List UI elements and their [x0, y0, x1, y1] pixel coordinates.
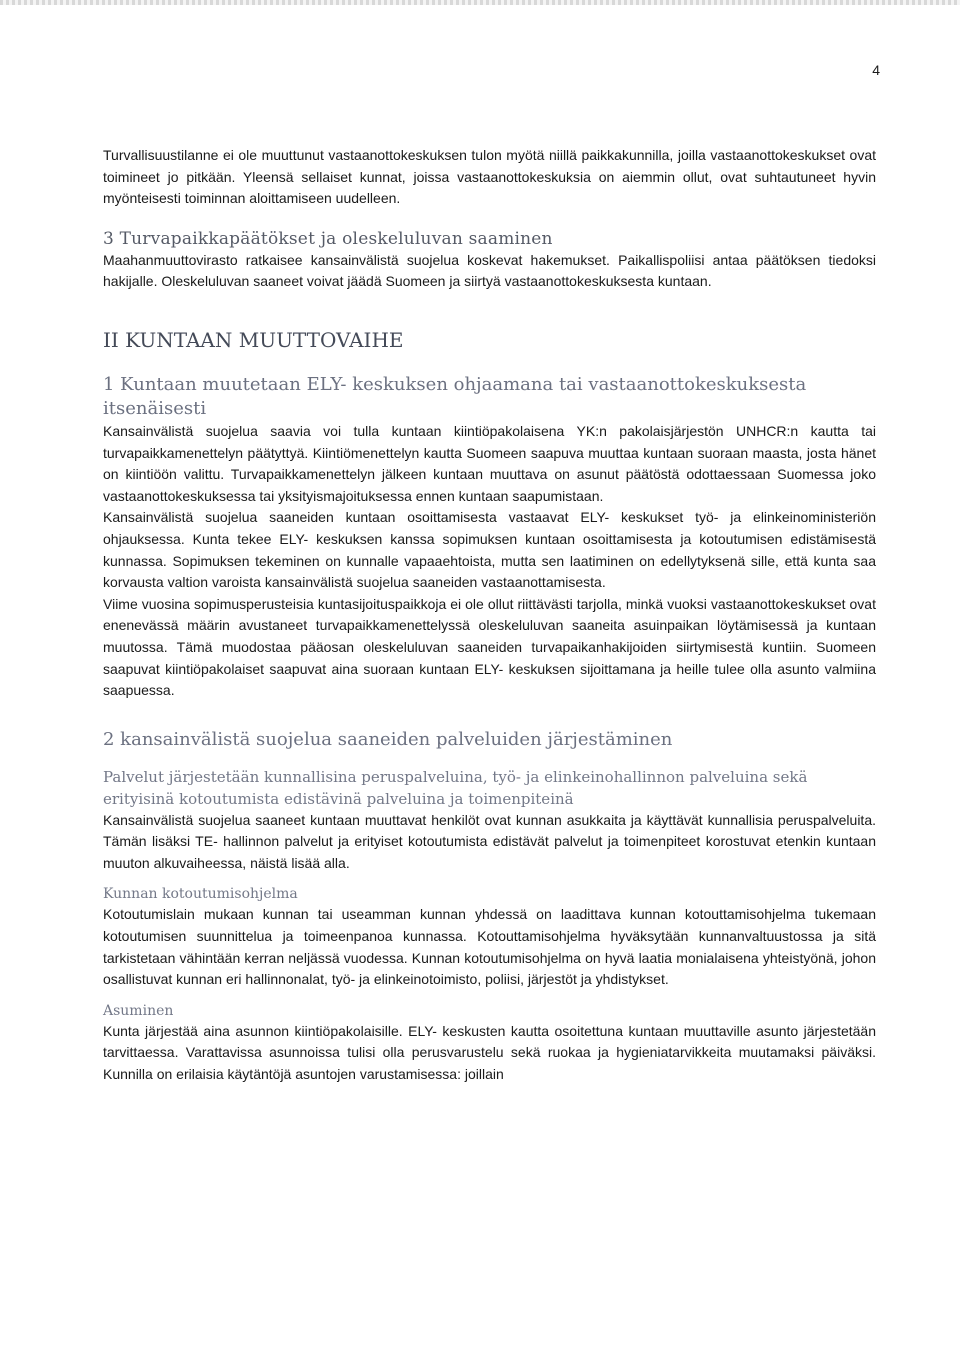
paragraph-placement-shortage: Viime vuosina sopimusperusteisia kuntasijoituspaikkoja ei ole ollut riittävästi tarjolla, minkä vuoksi vastaanottokeskukset ovat enenevässä määrin avustaneet turvapaikkamenettelyssä oleskeluluvan saaneita asuinpaikan löytämisessä ja kuntaan muutossa. Tämä muodostaa pääosan oleskeluluvan saaneiden turvapaikanhakijoiden siirtymisestä kuntiin. Suomeen saapuvat kiintiöpakolaiset saapuvat aina suoraan kuntaan ELY- keskuksen sijoittamana ja heille tulee olla asunto valmiina saapuessa. [103, 595, 876, 699]
heading-asylum-decisions: 3 Turvapaikkapäätökset ja oleskeluluvan saaminen [103, 228, 553, 249]
document-body [103, 145, 876, 1086]
paragraph-integration-programme: Kotoutumislain mukaan kunnan tai useamman kunnan yhdessä on laadittava kunnan kotouttamisohjelma tukemaan kotoutumisen suunnittelua ja toimeenpanoa kunnassa. Kotouttamisohjelma hyväksytään kunnanvaltuustossa ja sitä tarkistetaan vähintään kerran neljässä vuodessa. Kunnan kotoutumisohjelma on hyvä laatia monialaisena yhteistyönä, johon osallistuvat kunnan eri hallinnonalat, työ- ja elinkeinotoimisto, poliisi, järjestöt ja yhdistykset. [103, 906, 876, 988]
subheading-services-provided: Palvelut järjestetään kunnallisina peruspalveluina, työ- ja elinkeinohallinnon palveluina sekä erityisinä kotoutumista edistävinä palveluina ja toimenpiteinä [103, 767, 808, 808]
paragraph-migri-decisions: Maahanmuuttovirasto ratkaisee kansainvälistä suojelua koskevat hakemukset. Paikallispoliisi antaa päätöksen tiedoksi hakijalle. Oleskeluluvan saaneet voivat jäädä Suomeen ja siirtyä vastaanottokeskuksesta kuntaan. [103, 251, 876, 290]
paragraph-housing: Kunta järjestää aina asunnon kiintiöpakolaisille. ELY- keskusten kautta osoitettuna kuntaan muuttaville asunto järjestetään tarvittaessa. Varattavissa asunnoissa tulisi olla perusvarustelu sekä ruokaa ja hygieniatarvikkeita muutamaksi päiväksi. Kunnilla on erilaisia käytäntöjä asuntojen varustamisessa: joillain [103, 1022, 876, 1083]
page-number: 4 [872, 62, 880, 78]
heading-moving-to-municipality: 1 Kuntaan muutetaan ELY- keskuksen ohjaamana tai vastaanottokeskuksesta itsenäisesti [103, 373, 807, 419]
paragraph-ely-centres: Kansainvälistä suojelua saaneiden kuntaan osoittamisesta vastaavat ELY- keskukset työ- ja elinkeinoministeriön ohjauksessa. Kunta tekee ELY- keskuksen kanssa sopimuksen kuntaan osoittamisesta ja kotoutumisen edistämisestä kunnassa. Sopimuksen tekeminen on kunnalle vapaaehtoista, mutta sen laatiminen on edellytyksenä sille, että kunta saa korvausta valtion varoista kansainvälistä suojelua saaneiden vastaanottamisesta. [103, 509, 876, 591]
subheading-integration-programme: Kunnan kotoutumisohjelma [103, 886, 298, 903]
subheading-housing: Asuminen [103, 1002, 174, 1019]
heading-organising-services: 2 kansainvälistä suojelua saaneiden palveluiden järjestäminen [103, 728, 673, 750]
heading-part-two: II KUNTAAN MUUTTOVAIHE [103, 327, 404, 352]
scan-top-edge [0, 0, 960, 5]
paragraph-quota-refugees: Kansainvälistä suojelua saavia voi tulla kuntaan kiintiöpakolaisena YK:n pakolaisjärjestön UNHCR:n kautta tai turvapaikkamenettelyn päätyttyä. Kiintiömenettelyn kautta Suomeen saapuva muuttaa kuntaan suoraan maasta, josta hänet on kiintiöön valittu. Turvapaikkamenettelyn jälkeen kuntaan muuttava on asunut päätöstä odottaessaan Suomessa joko vastaanottokeskuksessa tai yksityismajoituksessa ennen kuntaan saapumistaan. [103, 422, 876, 504]
paragraph-residents-services: Kansainvälistä suojelua saaneet kuntaan muuttavat henkilöt ovat kunnan asukkaita ja käyttävät kunnallisia peruspalveluita. Tämän lisäksi TE- hallinnon palvelut ja erityiset kotoutumista edistävät palvelut ja toimenpiteet korostuvat etenkin kuntaan muuton alkuvaiheessa, näistä lisää alla. [103, 811, 876, 871]
paragraph-security-situation: Turvallisuustilanne ei ole muuttunut vastaanottokeskuksen tulon myötä niillä paikkakunnilla, joilla vastaanottokeskukset ovat toimineet jo pitkään. Yleensä sellaiset kunnat, joissa vastaanottokeskuksia on aiemmin ollut, ovat suhtautuneet hyvin myönteisesti toiminnan aloittamiseen uudelleen. [103, 147, 876, 207]
